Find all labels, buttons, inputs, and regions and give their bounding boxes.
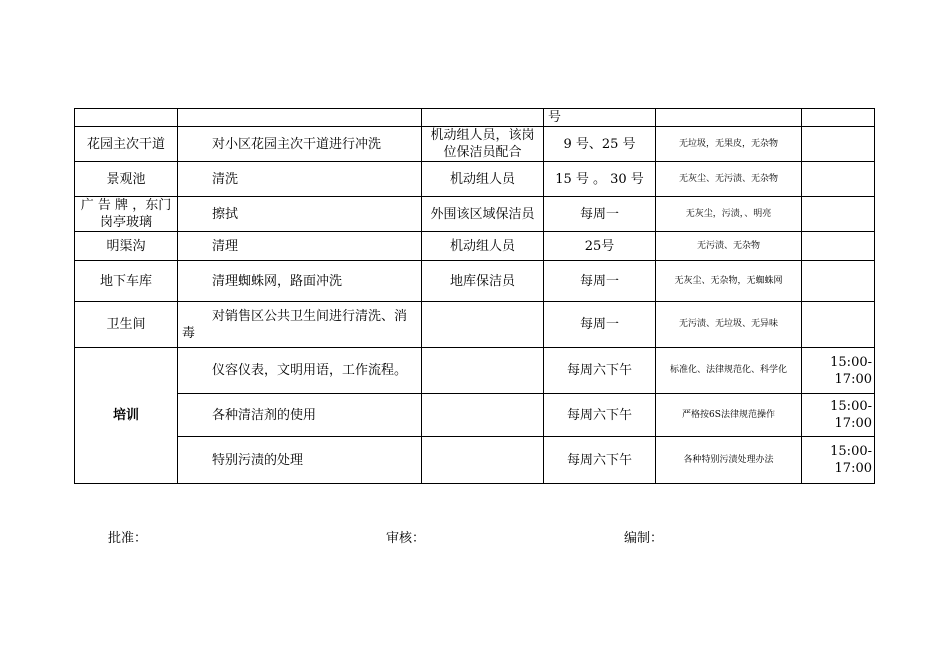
table-row: [75, 261, 875, 302]
time-cell: [802, 109, 875, 127]
standard-cell: 无灰尘、无污渍、无杂物: [656, 162, 802, 197]
task-cell: 清理: [178, 232, 422, 261]
frequency-cell: 每周六下午: [544, 394, 656, 437]
training-label-cell: 培训: [75, 348, 178, 484]
area-cell: 地下车库: [75, 261, 178, 302]
area-cell: 卫生间: [75, 302, 178, 348]
standard-cell: 无灰尘，污渍，、明亮: [656, 197, 802, 232]
standard-cell: 无灰尘、无杂物，无蜘蛛网: [656, 261, 802, 302]
table-row: [75, 127, 875, 162]
frequency-cell: 每周六下午: [544, 348, 656, 394]
frequency-cell: 每周六下午: [544, 437, 656, 484]
frequency-cell: 15 号 。 30 号: [544, 162, 656, 197]
standard-cell: 无污渍、无垃圾、无异味: [656, 302, 802, 348]
frequency-cell: 每周一: [544, 197, 656, 232]
frequency-cell: 25号: [544, 232, 656, 261]
staff-cell: [422, 109, 544, 127]
standard-cell: 严格按6S法律规范操作: [656, 394, 802, 437]
task-cell: 对小区花园主次干道进行冲洗: [178, 127, 422, 162]
task-cell: 特别污渍的处理: [178, 437, 422, 484]
task-cell: 各种清洁剂的使用: [178, 394, 422, 437]
time-cell: [802, 162, 875, 197]
staff-cell: 外围该区域保洁员: [422, 197, 544, 232]
standard-cell: 标准化、法律规范化、科学化: [656, 348, 802, 394]
table-row: [75, 162, 875, 197]
frequency-cell: 号: [544, 109, 656, 127]
table-row: [75, 437, 875, 484]
area-cell: 明渠沟: [75, 232, 178, 261]
table-row: [75, 302, 875, 348]
table-row: [75, 109, 875, 127]
table-row: [75, 348, 875, 394]
staff-cell: 机动组人员: [422, 232, 544, 261]
standard-cell: 无污渍、无杂物: [656, 232, 802, 261]
staff-cell: 地库保洁员: [422, 261, 544, 302]
area-cell: [75, 109, 178, 127]
staff-cell: 机动组人员，该岗位保洁员配合: [422, 127, 544, 162]
time-cell: [802, 197, 875, 232]
time-cell: [802, 302, 875, 348]
approve-label: 批准：: [108, 531, 148, 546]
review-label: 审核：: [386, 531, 426, 546]
time-cell: [802, 127, 875, 162]
table-row: [75, 394, 875, 437]
task-cell: 仪容仪表，文明用语，工作流程。: [178, 348, 422, 394]
task-cell: 擦拭: [178, 197, 422, 232]
task-cell: [178, 109, 422, 127]
frequency-cell: 9 号、25 号: [544, 127, 656, 162]
time-cell: 15:00-17:00: [802, 394, 875, 437]
time-cell: [802, 232, 875, 261]
task-cell: 对销售区公共卫生间进行清洗、消毒: [178, 302, 422, 348]
prepare-label: 编制：: [624, 531, 664, 546]
standard-cell: 无垃圾，无果皮，无杂物: [656, 127, 802, 162]
task-cell: 清理蜘蛛网，路面冲洗: [178, 261, 422, 302]
task-cell: 清洗: [178, 162, 422, 197]
staff-cell: [422, 437, 544, 484]
area-cell: 广 告 牌 ，东门岗亭玻璃: [75, 197, 178, 232]
staff-cell: [422, 302, 544, 348]
area-cell: 景观池: [75, 162, 178, 197]
staff-cell: [422, 348, 544, 394]
table-row: [75, 232, 875, 261]
standard-cell: [656, 109, 802, 127]
time-cell: [802, 261, 875, 302]
time-cell: 15:00-17:00: [802, 437, 875, 484]
frequency-cell: 每周一: [544, 261, 656, 302]
standard-cell: 各种特别污渍处理办法: [656, 437, 802, 484]
staff-cell: 机动组人员: [422, 162, 544, 197]
time-cell: 15:00-17:00: [802, 348, 875, 394]
cleaning-schedule-table: [74, 108, 875, 484]
table-row: [75, 197, 875, 232]
frequency-cell: 每周一: [544, 302, 656, 348]
staff-cell: [422, 394, 544, 437]
area-cell: 花园主次干道: [75, 127, 178, 162]
